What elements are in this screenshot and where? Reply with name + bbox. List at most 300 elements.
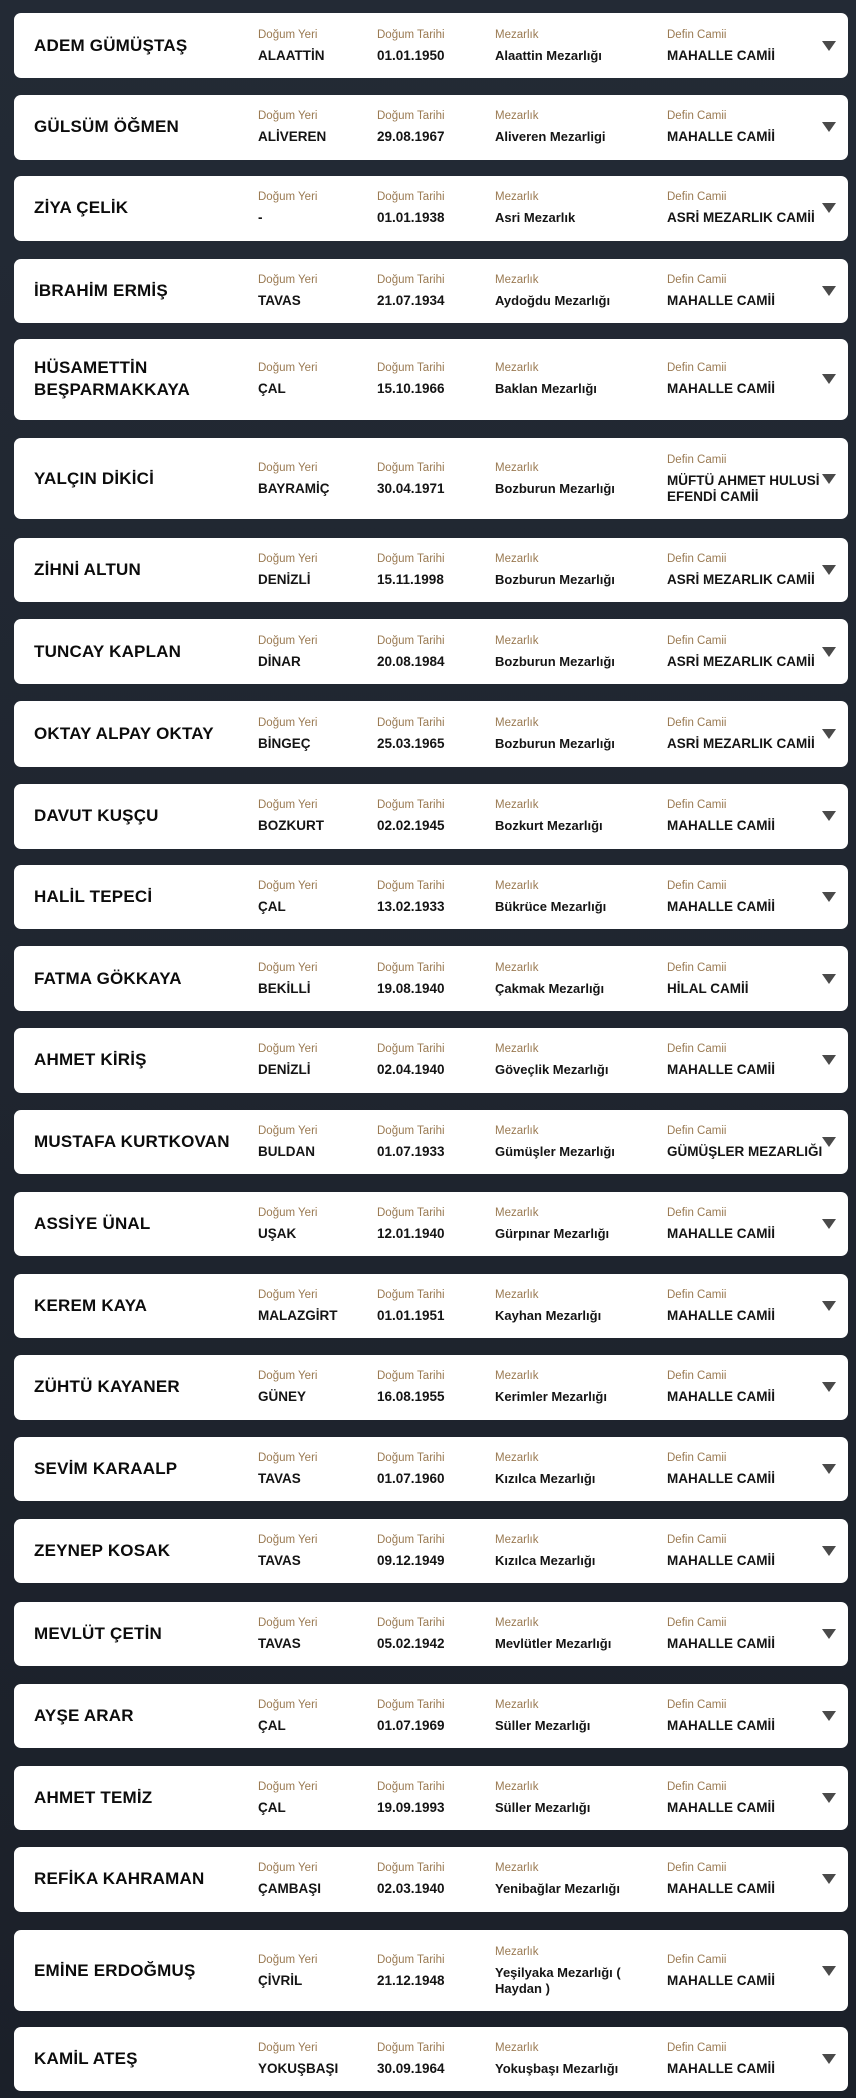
- cemetery-block: [495, 1861, 665, 1897]
- cemetery-block: [495, 2041, 665, 2077]
- chevron-down-icon[interactable]: [822, 565, 836, 575]
- cemetery-label: Mezarlık: [495, 879, 539, 892]
- cemetery-label: Mezarlık: [495, 1780, 539, 1793]
- chevron-down-icon[interactable]: [822, 1137, 836, 1147]
- mosque-block: [667, 361, 833, 397]
- mosque-label: Defin Camii: [667, 28, 727, 41]
- mosque-value: GÜMÜŞLER MEZARLIĞI: [667, 1144, 823, 1160]
- cemetery-value: Aydoğdu Mezarlığı: [495, 292, 611, 308]
- deceased-name: FATMA GÖKKAYA: [34, 968, 182, 988]
- chevron-down-icon[interactable]: [822, 1219, 836, 1229]
- birthdate-label: Doğum Tarihi: [377, 799, 445, 812]
- mosque-block: [667, 1533, 833, 1569]
- funeral-card[interactable]: [14, 13, 848, 77]
- mosque-label: Defin Camii: [667, 1043, 727, 1056]
- birthdate-block: [377, 190, 487, 226]
- birthplace-block: [258, 273, 368, 309]
- birthdate-label: Doğum Tarihi: [377, 1617, 445, 1630]
- birthplace-block: [258, 798, 368, 834]
- funeral-card[interactable]: [14, 701, 848, 767]
- funeral-card[interactable]: [14, 1930, 848, 2010]
- birthplace-label: Doğum Yeri: [258, 1288, 318, 1301]
- mosque-label: Defin Camii: [667, 879, 727, 892]
- deceased-name: EMİNE ERDOĞMUŞ: [34, 1960, 196, 1980]
- chevron-down-icon[interactable]: [822, 1382, 836, 1392]
- birthdate-value: 01.07.1960: [377, 1471, 445, 1487]
- cemetery-label: Mezarlık: [495, 1288, 539, 1301]
- birthdate-block: [377, 879, 487, 915]
- funeral-card[interactable]: [14, 1602, 848, 1666]
- birthplace-block: [258, 1451, 368, 1487]
- funeral-card[interactable]: [14, 1192, 848, 1256]
- birthdate-block: [377, 1288, 487, 1324]
- birthdate-label: Doğum Tarihi: [377, 1206, 445, 1219]
- birthplace-value: ÇAMBAŞI: [258, 1881, 321, 1897]
- birthplace-label: Doğum Yeri: [258, 961, 318, 974]
- birthdate-label: Doğum Tarihi: [377, 1953, 445, 1966]
- deceased-name: AHMET TEMİZ: [34, 1787, 153, 1807]
- birthdate-label: Doğum Tarihi: [377, 1698, 445, 1711]
- cemetery-label: Mezarlık: [495, 716, 539, 729]
- birthplace-label: Doğum Yeri: [258, 1698, 318, 1711]
- mosque-block: [667, 453, 833, 505]
- mosque-label: Defin Camii: [667, 1125, 727, 1138]
- mosque-label: Defin Camii: [667, 716, 727, 729]
- mosque-label: Defin Camii: [667, 961, 727, 974]
- birthplace-block: [258, 879, 368, 915]
- birthplace-value: UŞAK: [258, 1225, 297, 1241]
- birthplace-label: Doğum Yeri: [258, 634, 318, 647]
- birthdate-block: [377, 109, 487, 145]
- birthdate-value: 30.04.1971: [377, 480, 445, 496]
- funeral-card[interactable]: [14, 1519, 848, 1583]
- deceased-name: MEVLÜT ÇETİN: [34, 1624, 163, 1644]
- cemetery-block: [495, 1288, 665, 1324]
- mosque-label: Defin Camii: [667, 1780, 727, 1793]
- cemetery-label: Mezarlık: [495, 799, 539, 812]
- birthplace-label: Doğum Yeri: [258, 799, 318, 812]
- funeral-card[interactable]: [14, 1766, 848, 1830]
- birthplace-value: YOKUŞBAŞI: [258, 2061, 339, 2077]
- birthdate-block: [377, 1698, 487, 1734]
- cemetery-label: Mezarlık: [495, 1617, 539, 1630]
- deceased-name: ADEM GÜMÜŞTAŞ: [34, 35, 188, 55]
- cemetery-label: Mezarlık: [495, 1452, 539, 1465]
- birthdate-block: [377, 28, 487, 64]
- birthplace-value: BOZKURT: [258, 818, 324, 834]
- cemetery-block: [495, 1533, 665, 1569]
- birthplace-block: [258, 1616, 368, 1652]
- birthdate-block: [377, 798, 487, 834]
- mosque-block: [667, 1861, 833, 1897]
- mosque-value: ASRİ MEZARLIK CAMİİ: [667, 210, 815, 226]
- chevron-down-icon[interactable]: [822, 474, 836, 484]
- birthdate-value: 20.08.1984: [377, 653, 445, 669]
- mosque-block: [667, 716, 833, 752]
- mosque-label: Defin Camii: [667, 1862, 727, 1875]
- mosque-value: MAHALLE CAMİİ: [667, 1307, 775, 1323]
- mosque-block: [667, 634, 833, 670]
- birthplace-label: Doğum Yeri: [258, 1534, 318, 1547]
- mosque-block: [667, 1206, 833, 1242]
- cemetery-block: [495, 552, 665, 588]
- birthdate-value: 29.08.1967: [377, 129, 445, 145]
- chevron-down-icon[interactable]: [822, 203, 836, 213]
- chevron-down-icon[interactable]: [822, 1464, 836, 1474]
- mosque-value: MAHALLE CAMİİ: [667, 1881, 775, 1897]
- birthdate-value: 01.07.1933: [377, 1144, 445, 1160]
- funeral-card[interactable]: [14, 1028, 848, 1092]
- funeral-card[interactable]: [14, 538, 848, 602]
- cemetery-value: Süller Mezarlığı: [495, 1717, 591, 1733]
- birthdate-label: Doğum Tarihi: [377, 1043, 445, 1056]
- birthdate-value: 01.01.1938: [377, 210, 445, 226]
- birthplace-block: [258, 1533, 368, 1569]
- birthplace-value: MALAZGİRT: [258, 1307, 338, 1323]
- birthplace-label: Doğum Yeri: [258, 2042, 318, 2055]
- birthplace-label: Doğum Yeri: [258, 362, 318, 375]
- mosque-value: MAHALLE CAMİİ: [667, 1062, 775, 1078]
- mosque-label: Defin Camii: [667, 110, 727, 123]
- birthplace-block: [258, 1124, 368, 1160]
- mosque-value: MAHALLE CAMİİ: [667, 1636, 775, 1652]
- funeral-card[interactable]: [14, 2027, 848, 2091]
- birthplace-block: [258, 28, 368, 64]
- cemetery-label: Mezarlık: [495, 28, 539, 41]
- birthdate-label: Doğum Tarihi: [377, 362, 445, 375]
- cemetery-value: Bozburun Mezarlığı: [495, 480, 615, 496]
- mosque-block: [667, 1953, 833, 1989]
- mosque-label: Defin Camii: [667, 1953, 727, 1966]
- funeral-card[interactable]: [14, 95, 848, 159]
- funeral-card[interactable]: [14, 865, 848, 929]
- birthplace-block: [258, 552, 368, 588]
- birthdate-label: Doğum Tarihi: [377, 1125, 445, 1138]
- cemetery-label: Mezarlık: [495, 362, 539, 375]
- deceased-name: ZİYA ÇELİK: [34, 198, 129, 218]
- birthplace-label: Doğum Yeri: [258, 28, 318, 41]
- cemetery-value: Süller Mezarlığı: [495, 1799, 591, 1815]
- birthdate-block: [377, 634, 487, 670]
- chevron-down-icon[interactable]: [822, 122, 836, 132]
- birthplace-value: ÇAL: [258, 381, 286, 397]
- birthplace-value: ÇAL: [258, 1799, 286, 1815]
- mosque-value: MÜFTÜ AHMET HULUSİ EFENDİ CAMİİ: [667, 472, 820, 504]
- cemetery-block: [495, 1616, 665, 1652]
- cemetery-value: Bozburun Mezarlığı: [495, 735, 615, 751]
- cemetery-value: Gürpınar Mezarlığı: [495, 1225, 610, 1241]
- cemetery-value: Kızılca Mezarlığı: [495, 1553, 596, 1569]
- mosque-value: MAHALLE CAMİİ: [667, 292, 775, 308]
- cemetery-block: [495, 461, 665, 497]
- birthplace-value: ÇİVRİL: [258, 1972, 303, 1988]
- birthplace-block: [258, 1953, 368, 1989]
- birthdate-block: [377, 1861, 487, 1897]
- deceased-name: AYŞE ARAR: [34, 1705, 134, 1725]
- birthdate-label: Doğum Tarihi: [377, 1370, 445, 1383]
- birthdate-label: Doğum Tarihi: [377, 1288, 445, 1301]
- birthplace-block: [258, 1861, 368, 1897]
- birthdate-value: 19.08.1940: [377, 980, 445, 996]
- birthplace-label: Doğum Yeri: [258, 1206, 318, 1219]
- birthplace-label: Doğum Yeri: [258, 552, 318, 565]
- deceased-name: HÜSAMETTİN BEŞPARMAKKAYA: [34, 358, 190, 400]
- cemetery-block: [495, 1042, 665, 1078]
- birthplace-block: [258, 1780, 368, 1816]
- mosque-block: [667, 552, 833, 588]
- deceased-name: ZÜHTÜ KAYANER: [34, 1377, 180, 1397]
- birthplace-value: BULDAN: [258, 1144, 315, 1160]
- cemetery-block: [495, 190, 665, 226]
- birthplace-block: [258, 1206, 368, 1242]
- mosque-value: MAHALLE CAMİİ: [667, 818, 775, 834]
- birthdate-value: 01.07.1969: [377, 1717, 445, 1733]
- birthdate-block: [377, 1953, 487, 1989]
- chevron-down-icon[interactable]: [822, 892, 836, 902]
- cemetery-block: [495, 1451, 665, 1487]
- mosque-value: ASRİ MEZARLIK CAMİİ: [667, 735, 815, 751]
- mosque-block: [667, 1369, 833, 1405]
- mosque-value: MAHALLE CAMİİ: [667, 1553, 775, 1569]
- cemetery-label: Mezarlık: [495, 1043, 539, 1056]
- deceased-name: GÜLSÜM ÖĞMEN: [34, 117, 180, 137]
- chevron-down-icon[interactable]: [822, 1629, 836, 1639]
- cemetery-value: Göveçlik Mezarlığı: [495, 1062, 609, 1078]
- cemetery-value: Alaattin Mezarlığı: [495, 47, 602, 63]
- funeral-card[interactable]: [14, 784, 848, 848]
- birthdate-block: [377, 552, 487, 588]
- funeral-card[interactable]: [14, 259, 848, 323]
- mosque-block: [667, 28, 833, 64]
- cemetery-value: Kızılca Mezarlığı: [495, 1471, 596, 1487]
- birthdate-value: 01.01.1950: [377, 47, 445, 63]
- funeral-card[interactable]: [14, 1437, 848, 1501]
- mosque-value: MAHALLE CAMİİ: [667, 47, 775, 63]
- mosque-block: [667, 1616, 833, 1652]
- funeral-card[interactable]: [14, 176, 848, 242]
- mosque-value: HİLAL CAMİİ: [667, 980, 749, 996]
- mosque-value: MAHALLE CAMİİ: [667, 381, 775, 397]
- cemetery-label: Mezarlık: [495, 1370, 539, 1383]
- mosque-label: Defin Camii: [667, 453, 727, 466]
- mosque-value: MAHALLE CAMİİ: [667, 1717, 775, 1733]
- birthdate-value: 02.03.1940: [377, 1881, 445, 1897]
- mosque-block: [667, 1780, 833, 1816]
- mosque-value: MAHALLE CAMİİ: [667, 1471, 775, 1487]
- cemetery-block: [495, 961, 665, 997]
- cemetery-value: Gümüşler Mezarlığı: [495, 1144, 615, 1160]
- birthplace-block: [258, 109, 368, 145]
- cemetery-block: [495, 798, 665, 834]
- chevron-down-icon[interactable]: [822, 647, 836, 657]
- birthdate-label: Doğum Tarihi: [377, 961, 445, 974]
- chevron-down-icon[interactable]: [822, 811, 836, 821]
- birthdate-block: [377, 1369, 487, 1405]
- birthdate-label: Doğum Tarihi: [377, 110, 445, 123]
- birthplace-label: Doğum Yeri: [258, 1862, 318, 1875]
- funeral-card[interactable]: [14, 1684, 848, 1748]
- chevron-down-icon[interactable]: [822, 1874, 836, 1884]
- mosque-label: Defin Camii: [667, 2042, 727, 2055]
- funeral-card[interactable]: [14, 1847, 848, 1911]
- chevron-down-icon[interactable]: [822, 1546, 836, 1556]
- cemetery-value: Yokuşbaşı Mezarlığı: [495, 2061, 619, 2077]
- deceased-name: SEVİM KARAALP: [34, 1459, 178, 1479]
- cemetery-value: Çakmak Mezarlığı: [495, 980, 605, 996]
- birthplace-label: Doğum Yeri: [258, 1370, 318, 1383]
- mosque-label: Defin Camii: [667, 552, 727, 565]
- mosque-label: Defin Camii: [667, 799, 727, 812]
- birthdate-label: Doğum Tarihi: [377, 191, 445, 204]
- birthdate-value: 16.08.1955: [377, 1389, 445, 1405]
- cemetery-value: Asri Mezarlık: [495, 210, 576, 226]
- chevron-down-icon[interactable]: [822, 729, 836, 739]
- deceased-name: KAMİL ATEŞ: [34, 2049, 138, 2069]
- mosque-label: Defin Camii: [667, 1698, 727, 1711]
- birthdate-value: 02.04.1940: [377, 1062, 445, 1078]
- chevron-down-icon[interactable]: [822, 974, 836, 984]
- birthdate-label: Doğum Tarihi: [377, 1534, 445, 1547]
- cemetery-value: Bozburun Mezarlığı: [495, 653, 615, 669]
- chevron-down-icon[interactable]: [822, 2054, 836, 2064]
- funeral-card[interactable]: [14, 438, 848, 518]
- cemetery-label: Mezarlık: [495, 961, 539, 974]
- mosque-block: [667, 1698, 833, 1734]
- chevron-down-icon[interactable]: [822, 41, 836, 51]
- birthdate-value: 13.02.1933: [377, 898, 445, 914]
- birthplace-value: GÜNEY: [258, 1389, 307, 1405]
- birthdate-block: [377, 1206, 487, 1242]
- funeral-card[interactable]: [14, 619, 848, 683]
- birthplace-label: Doğum Yeri: [258, 879, 318, 892]
- cemetery-value: Kayhan Mezarlığı: [495, 1307, 602, 1323]
- mosque-label: Defin Camii: [667, 1617, 727, 1630]
- funeral-card[interactable]: [14, 946, 848, 1010]
- chevron-down-icon[interactable]: [822, 1301, 836, 1311]
- funeral-card[interactable]: [14, 1274, 848, 1338]
- mosque-label: Defin Camii: [667, 634, 727, 647]
- chevron-down-icon[interactable]: [822, 1793, 836, 1803]
- cemetery-label: Mezarlık: [495, 1862, 539, 1875]
- deceased-name: ASSİYE ÜNAL: [34, 1213, 151, 1233]
- cemetery-label: Mezarlık: [495, 634, 539, 647]
- birthdate-block: [377, 461, 487, 497]
- birthdate-value: 30.09.1964: [377, 2061, 445, 2077]
- birthplace-value: -: [258, 210, 263, 226]
- mosque-label: Defin Camii: [667, 1288, 727, 1301]
- birthplace-value: BEKİLLİ: [258, 980, 311, 996]
- birthdate-block: [377, 1533, 487, 1569]
- chevron-down-icon[interactable]: [822, 1966, 836, 1976]
- mosque-label: Defin Camii: [667, 191, 727, 204]
- mosque-block: [667, 1288, 833, 1324]
- mosque-value: MAHALLE CAMİİ: [667, 1389, 775, 1405]
- mosque-block: [667, 1451, 833, 1487]
- cemetery-value: Mevlütler Mezarlığı: [495, 1636, 612, 1652]
- cemetery-block: [495, 716, 665, 752]
- birthplace-value: BAYRAMİÇ: [258, 480, 330, 496]
- funeral-card[interactable]: [14, 1355, 848, 1419]
- birthplace-block: [258, 1369, 368, 1405]
- birthdate-block: [377, 961, 487, 997]
- deceased-name: HALİL TEPECİ: [34, 886, 153, 906]
- chevron-down-icon[interactable]: [822, 286, 836, 296]
- cemetery-block: [495, 1124, 665, 1160]
- cemetery-value: Aliveren Mezarligi: [495, 129, 606, 145]
- birthplace-value: BİNGEÇ: [258, 735, 311, 751]
- birthplace-value: TAVAS: [258, 1636, 301, 1652]
- birthplace-block: [258, 716, 368, 752]
- cemetery-value: Bükrüce Mezarlığı: [495, 898, 607, 914]
- cemetery-block: [495, 634, 665, 670]
- birthdate-block: [377, 1780, 487, 1816]
- mosque-label: Defin Camii: [667, 1534, 727, 1547]
- chevron-down-icon[interactable]: [822, 1711, 836, 1721]
- birthdate-label: Doğum Tarihi: [377, 634, 445, 647]
- birthdate-label: Doğum Tarihi: [377, 716, 445, 729]
- cemetery-label: Mezarlık: [495, 552, 539, 565]
- deceased-name: ZİHNİ ALTUN: [34, 559, 142, 579]
- mosque-value: MAHALLE CAMİİ: [667, 898, 775, 914]
- cemetery-value: Yenibağlar Mezarlığı: [495, 1881, 620, 1897]
- birthplace-value: ALİVEREN: [258, 129, 327, 145]
- funeral-card[interactable]: [14, 339, 848, 419]
- birthplace-block: [258, 361, 368, 397]
- birthdate-value: 25.03.1965: [377, 735, 445, 751]
- birthdate-value: 12.01.1940: [377, 1225, 445, 1241]
- chevron-down-icon[interactable]: [822, 1055, 836, 1065]
- birthdate-block: [377, 2041, 487, 2077]
- deceased-name: KEREM KAYA: [34, 1295, 148, 1315]
- birthplace-value: ÇAL: [258, 898, 286, 914]
- birthdate-block: [377, 1616, 487, 1652]
- birthplace-label: Doğum Yeri: [258, 1617, 318, 1630]
- birthdate-block: [377, 361, 487, 397]
- deceased-name: OKTAY ALPAY OKTAY: [34, 723, 214, 743]
- birthplace-label: Doğum Yeri: [258, 110, 318, 123]
- mosque-value: MAHALLE CAMİİ: [667, 129, 775, 145]
- birthdate-value: 21.12.1948: [377, 1972, 445, 1988]
- birthplace-value: ÇAL: [258, 1717, 286, 1733]
- mosque-label: Defin Camii: [667, 273, 727, 286]
- mosque-block: [667, 798, 833, 834]
- birthdate-label: Doğum Tarihi: [377, 461, 445, 474]
- birthplace-value: DENİZLİ: [258, 571, 311, 587]
- birthdate-label: Doğum Tarihi: [377, 1780, 445, 1793]
- birthplace-value: DENİZLİ: [258, 1062, 311, 1078]
- birthplace-label: Doğum Yeri: [258, 716, 318, 729]
- cemetery-block: [495, 1206, 665, 1242]
- cemetery-value: Kerimler Mezarlığı: [495, 1389, 607, 1405]
- cemetery-block: [495, 1698, 665, 1734]
- birthplace-label: Doğum Yeri: [258, 1043, 318, 1056]
- chevron-down-icon[interactable]: [822, 374, 836, 384]
- funeral-card[interactable]: [14, 1110, 848, 1174]
- cemetery-label: Mezarlık: [495, 1206, 539, 1219]
- mosque-value: MAHALLE CAMİİ: [667, 2061, 775, 2077]
- birthdate-label: Doğum Tarihi: [377, 28, 445, 41]
- cemetery-label: Mezarlık: [495, 1534, 539, 1547]
- birthplace-value: TAVAS: [258, 292, 301, 308]
- cemetery-block: [495, 273, 665, 309]
- birthplace-value: TAVAS: [258, 1553, 301, 1569]
- birthplace-block: [258, 961, 368, 997]
- mosque-block: [667, 109, 833, 145]
- birthplace-value: DİNAR: [258, 653, 301, 669]
- cemetery-label: Mezarlık: [495, 110, 539, 123]
- cemetery-block: [495, 879, 665, 915]
- birthdate-value: 05.02.1942: [377, 1636, 445, 1652]
